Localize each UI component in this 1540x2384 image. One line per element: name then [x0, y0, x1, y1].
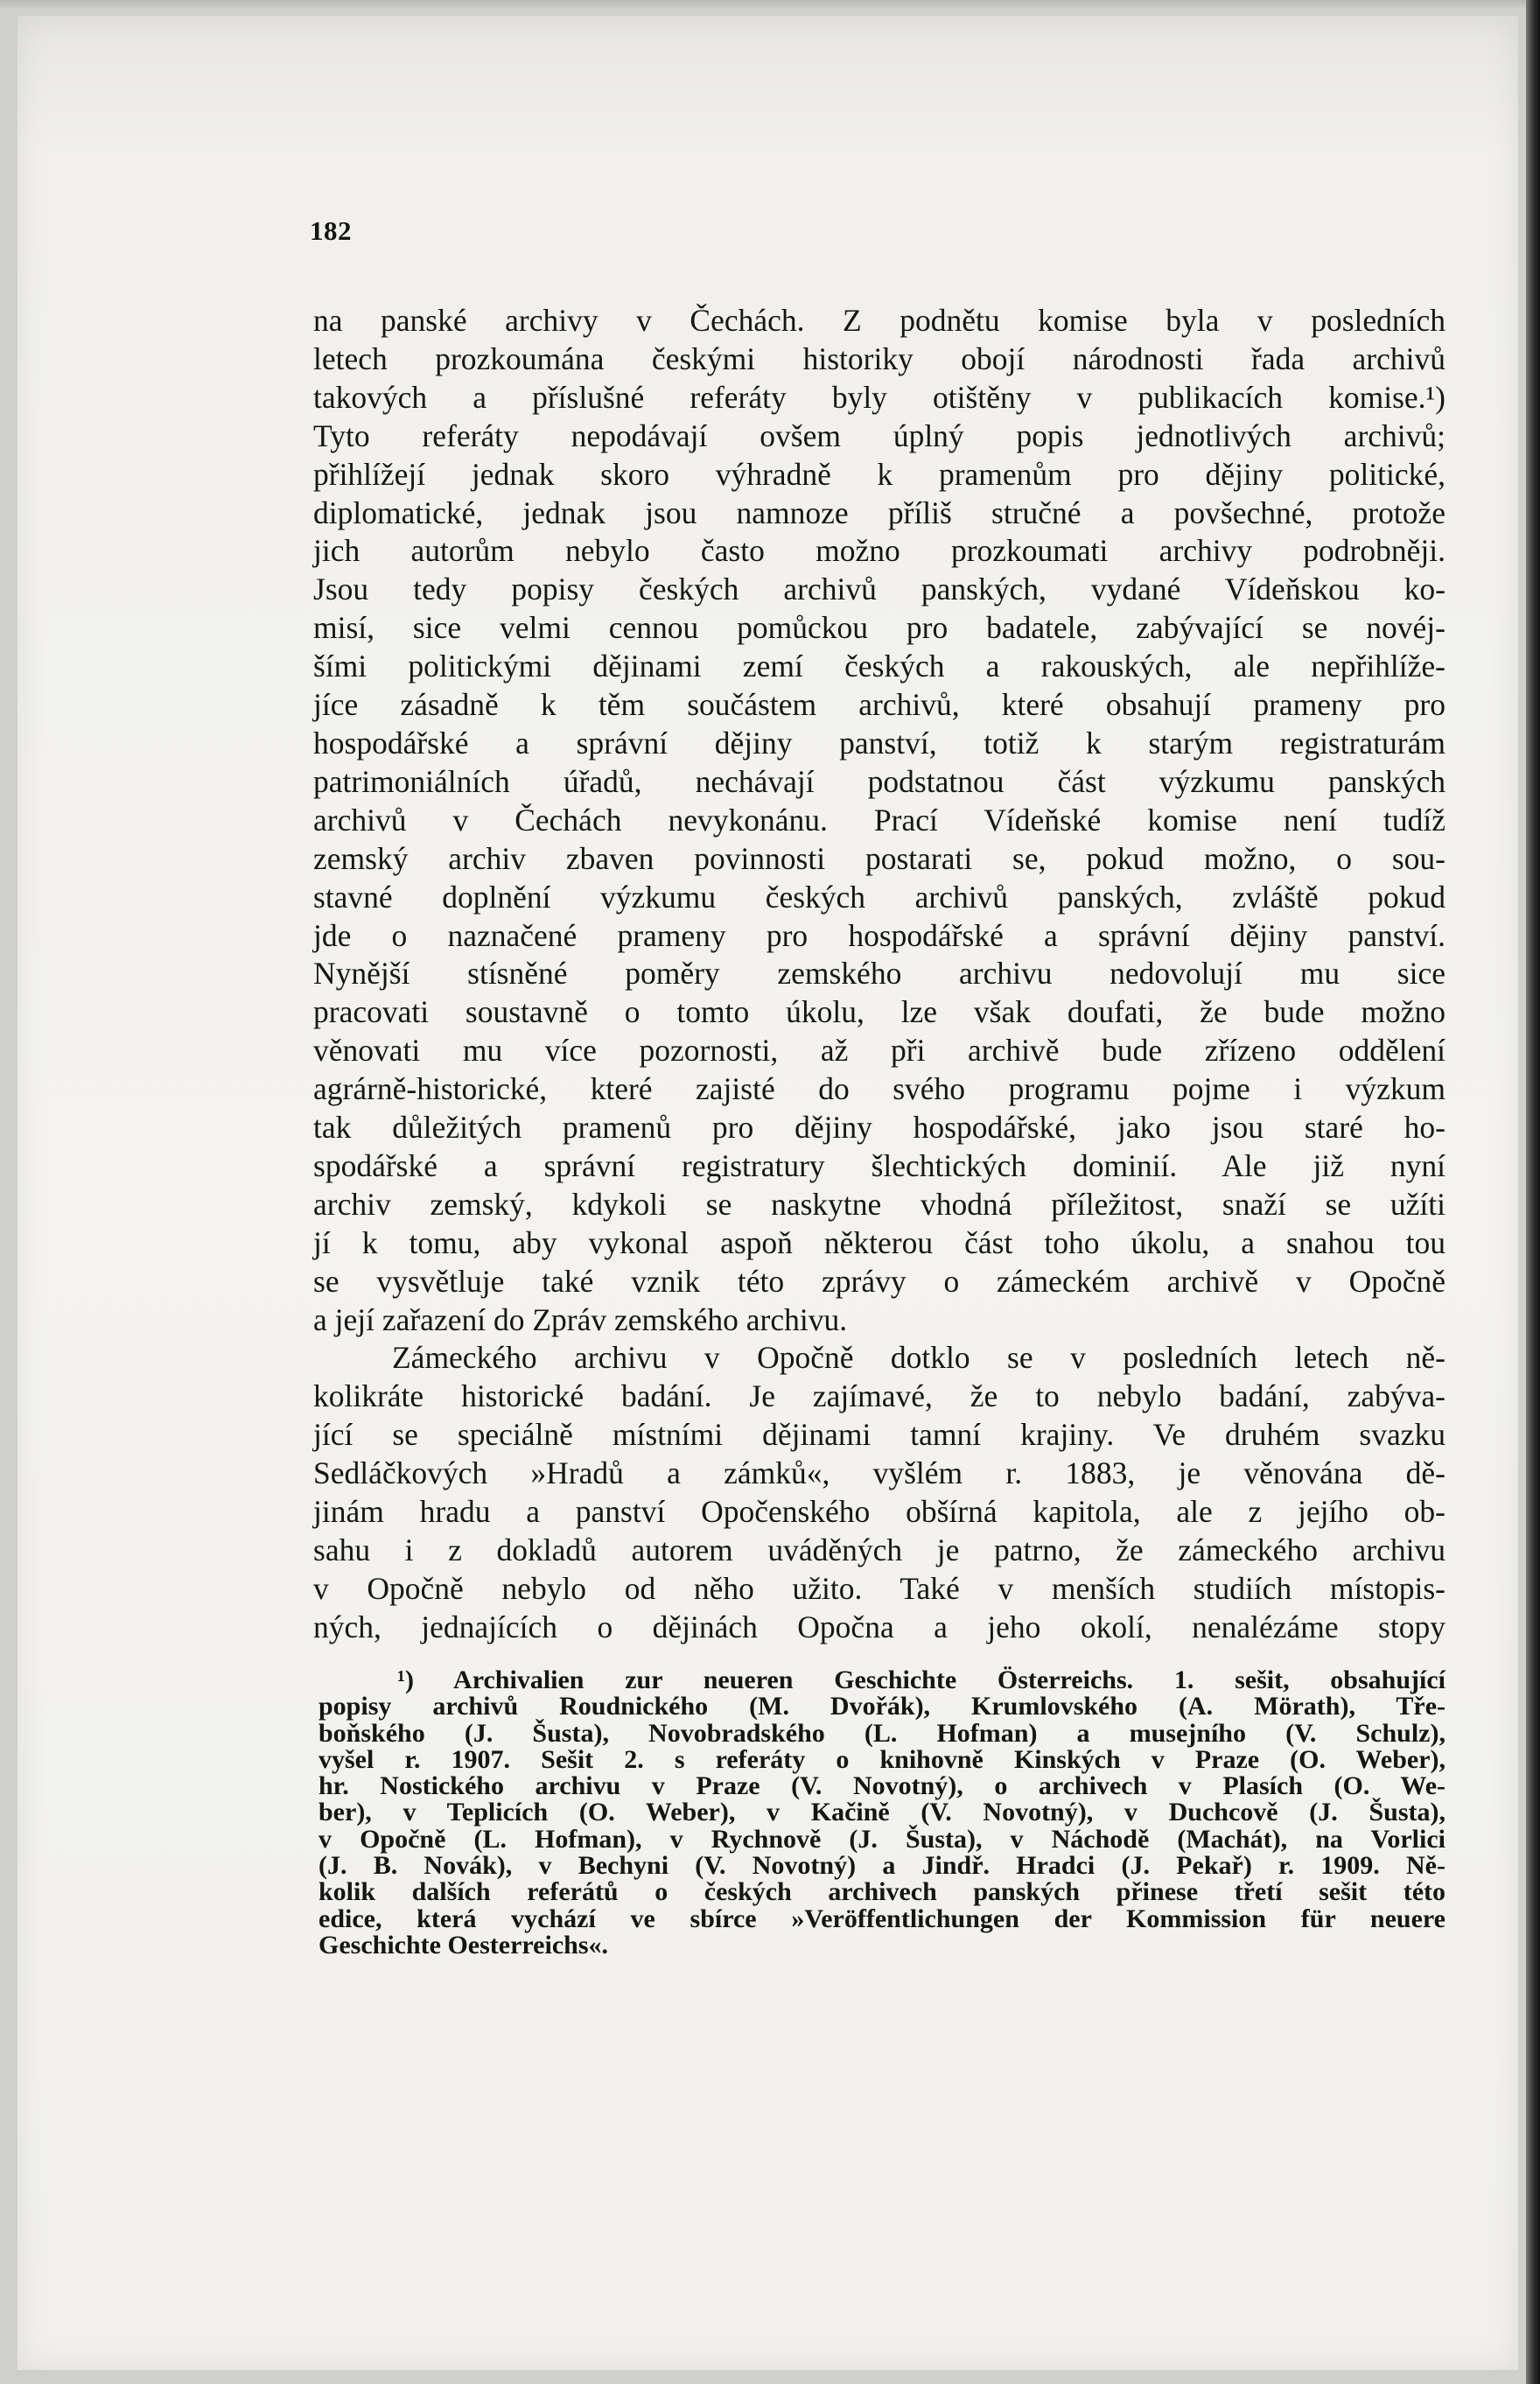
footnote-line: Geschichte Oesterreichs«. [318, 1930, 609, 1960]
text-line: letech prozkoumána českými historiky obojí národnosti řada archivů [313, 340, 1446, 376]
text-line: a její zařazení do Zpráv zemského archivu. [313, 1301, 848, 1337]
page-number: 182 [310, 215, 352, 246]
text-line: archiv zemský, kdykoli se naskytne vhodná příležitost, snaží se užíti [313, 1186, 1446, 1222]
text-line: v Opočně nebylo od něho užito. Také v menších studiích místopis- [313, 1570, 1446, 1606]
footnote-line: ¹) Archivalien zur neueren Geschichte Österreichs. 1. sešit, obsahující [397, 1665, 1446, 1694]
footnote-line: v Opočně (L. Hofman), v Rychnově (J. Šusta), v Náchodě (Machát), na Vorlici [318, 1824, 1446, 1854]
text-line: věnovati mu více pozornosti, až při archivě bude zřízeno oddělení [313, 1033, 1446, 1069]
footnote-line: edice, která vychází ve sbírce »Veröffentlichungen der Kommission für neuere [318, 1904, 1446, 1933]
footnote-line: vyšel r. 1907. Sešit 2. s referáty o knihovně Kinských v Praze (O. Weber), [318, 1744, 1446, 1774]
text-line: jíce zásadně k těm součástem archivů, které obsahují prameny pro [313, 687, 1446, 723]
text-line: takových a příslušné referáty byly otištěny v publikacích komise.¹) [313, 379, 1446, 415]
text-line: stavné doplnění výzkumu českých archivů panských, zvláště pokud [313, 879, 1446, 915]
text-line: sahu i z dokladů autorem uváděných je patrno, že zámeckého archivu [313, 1532, 1446, 1567]
text-line: misí, sice velmi cennou pomůckou pro badatele, zabývající se novéj- [313, 610, 1446, 646]
scan-right-edge [1526, 0, 1540, 2384]
text-line: šími politickými dějinami zemí českých a rakouských, ale nepřihlíže- [313, 649, 1446, 684]
text-line: pracovati soustavně o tomto úkolu, lze však doufati, že bude možno [313, 994, 1446, 1030]
footnote-line: boňského (J. Šusta), Novobradského (L. Hofman) a musejního (V. Schulz), [318, 1718, 1446, 1748]
text-line: jí k tomu, aby vykonal aspoň některou část toho úkolu, a snahou tou [313, 1224, 1446, 1260]
text-line: hospodářské a správní dějiny panství, totiž k starým registraturám [313, 725, 1446, 761]
footnote-line: (J. B. Novák), v Bechyni (V. Novotný) a Jindř. Hradci (J. Pekař) r. 1909. Ně- [318, 1851, 1446, 1881]
text-line: zemský archiv zbaven povinnosti postarati se, pokud možno, o sou- [313, 840, 1446, 876]
text-line: kolikráte historické badání. Je zajímavé, že to nebylo badání, zabýva- [313, 1378, 1446, 1414]
text-line: ných, jednajících o dějinách Opočna a jeho okolí, nenalézáme stopy [313, 1609, 1446, 1644]
footnote-line: kolik dalších referátů o českých archivech panských přinese třetí sešit této [318, 1877, 1446, 1907]
footnote [318, 1667, 1446, 1959]
text-line: Tyto referáty nepodávají ovšem úplný popis jednotlivých archivů; [313, 417, 1446, 453]
text-line: archivů v Čechách nevykonánu. Prací Vídeňské komise není tudíž [313, 802, 1446, 838]
text-line: patrimoniálních úřadů, nechávají podstatnou část výzkumu panských [313, 763, 1446, 799]
text-line: jinám hradu a panství Opočenského obšírná kapitola, ale z jejího ob- [313, 1494, 1446, 1530]
text-line: se vysvětluje také vznik této zprávy o zámeckém archivě v Opočně [313, 1263, 1446, 1299]
footnote-line: popisy archivů Roudnického (M. Dvořák), Krumlovského (A. Mörath), Tře- [318, 1692, 1446, 1721]
text-line: Nynější stísněné poměry zemského archivu nedovolují mu sice [313, 956, 1446, 992]
text-line: jich autorům nebylo často možno prozkoumati archivy podrobněji. [313, 533, 1446, 569]
text-line: diplomatické, jednak jsou namnoze příliš stručné a povšechné, protože [313, 494, 1446, 530]
scan-top-edge [0, 0, 1540, 9]
text-line: agrárně-historické, které zajisté do svého programu pojme i výzkum [313, 1071, 1446, 1107]
footnote-line: hr. Nostického archivu v Praze (V. Novotný), o archivech v Plasích (O. We- [318, 1771, 1446, 1801]
text-line: jde o naznačené prameny pro hospodářské a správní dějiny panství. [313, 917, 1446, 953]
text-line: Jsou tedy popisy českých archivů panských, vydané Vídeňskou ko- [313, 571, 1446, 607]
text-line: Zámeckého archivu v Opočně dotklo se v posledních letech ně- [392, 1340, 1446, 1376]
main-text [313, 302, 1446, 1647]
text-line: tak důležitých pramenů pro dějiny hospodářské, jako jsou staré ho- [313, 1110, 1446, 1146]
text-line: na panské archivy v Čechách. Z podnětu komise byla v posledních [313, 303, 1446, 338]
text-line: Sedláčkových »Hradů a zámků«, vyšlém r. 1883, je věnována dě- [313, 1455, 1446, 1491]
text-line: přihlížejí jednak skoro výhradně k pramenům pro dějiny politické, [313, 456, 1446, 492]
text-line: jící se speciálně místními dějinami tamní krajiny. Ve druhém svazku [313, 1417, 1446, 1453]
footnote-line: ber), v Teplicích (O. Weber), v Kačině (V. Novotný), v Duchcově (J. Šusta), [318, 1798, 1446, 1827]
text-line: spodářské a správní registratury šlechtických dominií. Ale již nyní [313, 1147, 1446, 1183]
